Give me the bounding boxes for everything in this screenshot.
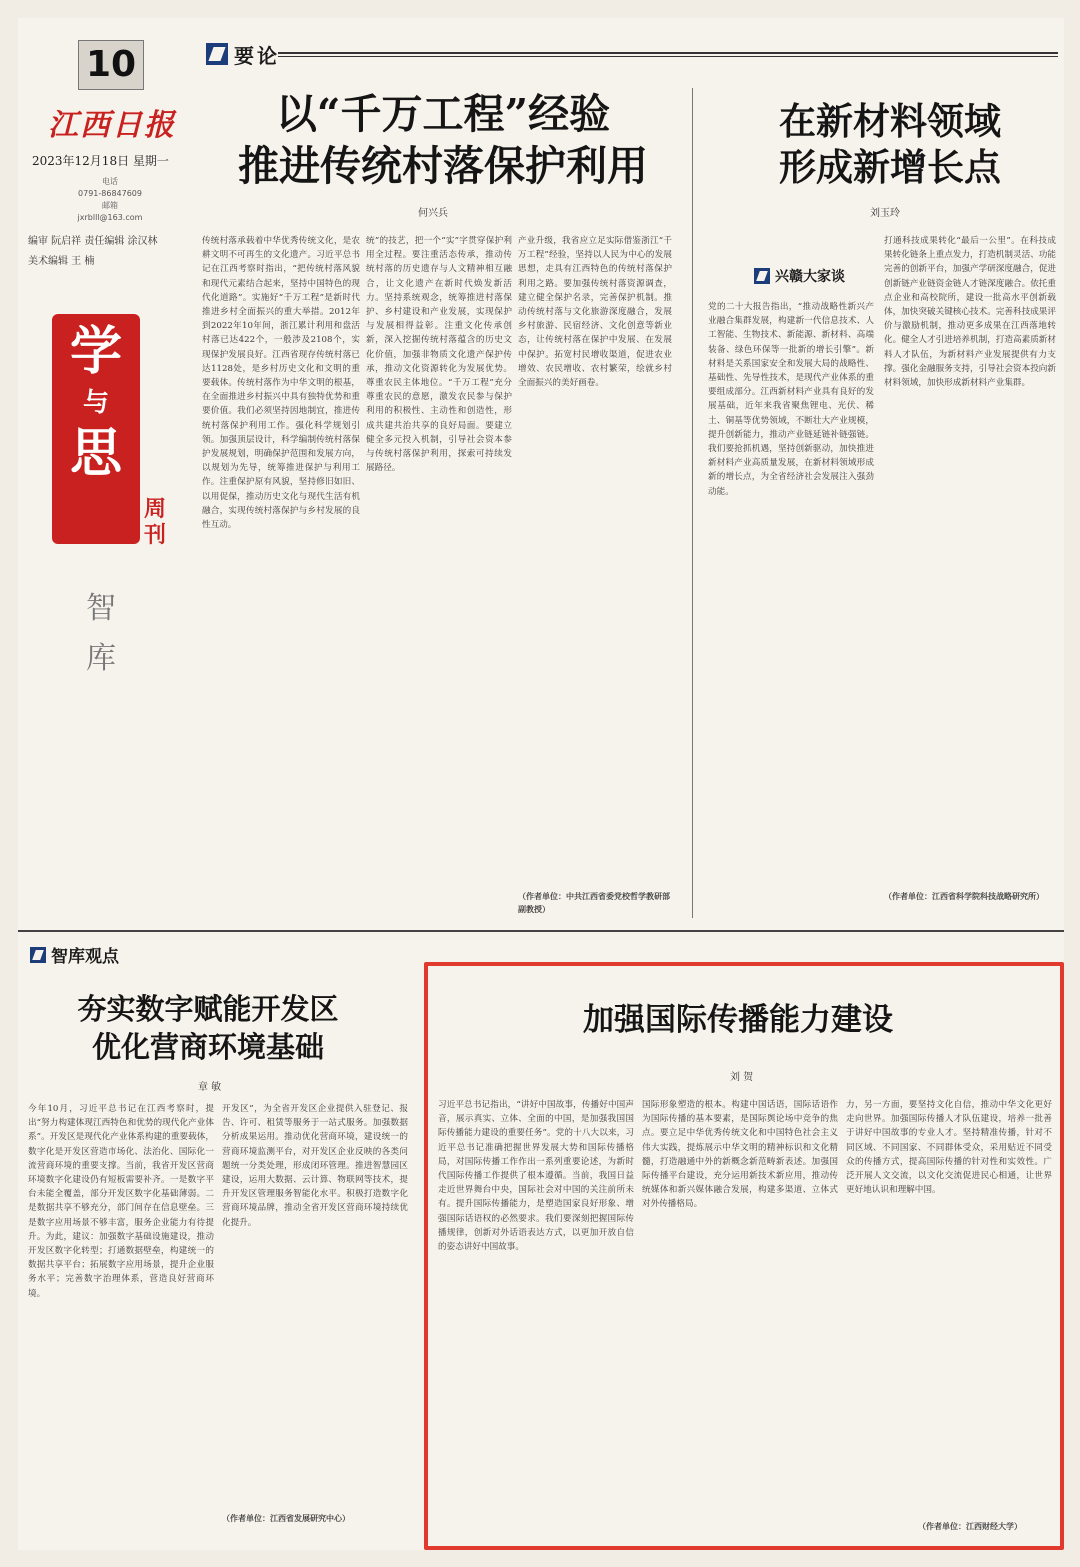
think-tank-label: 智库 bbox=[86, 591, 116, 676]
section-tag bbox=[206, 40, 280, 68]
paper-logo: 江西日报 bbox=[48, 108, 176, 143]
editors-credits: 编审 阮启祥 责任编辑 涂汉林 美术编辑 王 楠 bbox=[28, 236, 158, 267]
article3-headline: 夯实数字赋能开发区 优化营商环境基础 bbox=[77, 992, 339, 1064]
article4-col2: 国际形象塑造的根本。构建中国话语，国际话语作为国际传播的基本要素，是国际舆论场中竞争的焦点。要立足中华优秀传统文化和中国特色社会主义伟大实践，提炼展示中华文明的精神标识和文化精髓，打造融通中外的新概念新范畴新表述。加强国际传播平台建设，充分运用新技术新应用，推动传统媒体和新兴媒体融合发展，构建多渠道、立体式对外传播格局。 bbox=[642, 1100, 838, 1210]
article3-author: 章 敏 bbox=[198, 1082, 222, 1093]
page-number: 10 bbox=[78, 40, 144, 90]
article2-col1: 党的二十大报告指出，“推动战略性新兴产业融合集群发展，构建新一代信息技术、人工智能、生物技术、新能源、新材料、高端装备、绿色环保等一批新的增长引擎”。新材料是关系国家安全和发展大局的战略性、基础性、先导性技术，是现代产业体系的重要组成部分。江西新材料产业具有良好的发展基础，近年来我省聚焦锂电、光伏、稀土、铜基等优势领域，不断壮大产业规模，提升创新能力，推动产业链延链补链强链。我们要抢抓机遇，坚持创新驱动，加快推进新材料产业高质量发展，在新材料领域形成新的增长点，为全省经济社会发展注入强劲动能。 bbox=[708, 302, 874, 497]
article4-credit: （作者单位：江西财经大学） bbox=[918, 1521, 1022, 1531]
subsection-logo-icon bbox=[754, 268, 770, 284]
top-rule-thin bbox=[278, 56, 1058, 57]
contact-info: 电话 0791-86847609 邮箱 jxrblll@163.com bbox=[77, 177, 143, 222]
article1-credit: （作者单位：中共江西省委党校哲学教研部副教授） bbox=[518, 891, 670, 914]
section-name: 要论 bbox=[234, 43, 280, 68]
article1-col1: 传统村落承载着中华优秀传统文化，是农耕文明不可再生的文化遗产。习近平总书记在江西考察时指出，“把传统村落风貌和现代元素结合起来，坚持中国特色的现代化道路”。实施好“千万工程”是新时代推进乡村全面振兴的重大举措。2012年到2022年10年间，浙江累计利用和盘活村落已达422个，一般涉及2108个，实现保护发展良好。江西省现存传统村落已达1128处，是乡村历史文化和文明的重要载体。传统村落作为中华文明的根基，在全面推进乡村振兴中具有独特优势和重要价值。我们必须坚持因地制宜，推进传统村落保护利用工作。强化科学规划引领。加强顶层设计，科学编制传统村落保护发展规划，明确保护范围和发展方向，以规划为先导，统筹推进保护与利用工作。注重保护原有风貌，坚持修旧如旧、以用促保，推动历史文化与现代生活有机融合，实现传统村落保护与乡村发展的良性互动。 bbox=[202, 236, 360, 531]
article1-author: 何兴兵 bbox=[418, 208, 448, 219]
article2-credit: （作者单位：江西省科学院科技战略研究所） bbox=[884, 891, 1044, 901]
article1-col3: 产业升级，我省应立足实际借鉴浙江“千万工程”经验，坚持以人民为中心的发展思想，走具有江西特色的传统村落保护利用之路。要加强传统村落资源调查，建立健全保护名录，完善保护机制。推动传统村落与文化旅游深度融合，发展乡村旅游、民宿经济、文化创意等新业态，让传统村落在保护中发展、在发展中保护。拓宽村民增收渠道，促进农业增效、农民增收、农村繁荣，绘就乡村全面振兴的美好画卷。 bbox=[518, 236, 672, 389]
issue-date: 2023年12月18日 星期一 bbox=[32, 154, 169, 168]
article1-col2: 统”的技艺，把一个“实”字贯穿保护利用全过程。要注重活态传承，推动传统村落的历史遗存与人文精神相互融合，让文化遗产在新时代焕发新活力。坚持系统观念，统筹推进村落保护、乡村建设和产业发展，实现保护与发展相得益彰。注重文化传承创新，深入挖掘传统村落蕴含的历史文化价值，加强非物质文化遗产保护传承，推动文化资源转化为发展优势。尊重农民主体地位。“千万工程”充分尊重农民的意愿，激发农民参与保护利用的积极性、主动性和创造性，形成共建共治共享的良好局面。要建立健全多元投入机制，引导社会资本参与传统村落保护利用，探索可持续发展路径。 bbox=[366, 236, 512, 474]
top-rule bbox=[278, 52, 1058, 54]
article4-author: 刘 贺 bbox=[730, 1072, 754, 1083]
article2-headline: 在新材料领域 形成新增长点 bbox=[779, 99, 1001, 189]
article3-credit: （作者单位：江西省发展研究中心） bbox=[222, 1513, 350, 1523]
newspaper-page bbox=[18, 18, 1064, 1550]
section-logo-icon bbox=[206, 43, 228, 65]
section-divider bbox=[18, 930, 1064, 932]
article4-col1: 习近平总书记指出，“讲好中国故事，传播好中国声音，展示真实、立体、全面的中国，是加强我国国际传播能力建设的重要任务”。党的十八大以来，习近平总书记准确把握世界发展大势和国际传播格局，对国际传播工作作出一系列重要论述，为新时代国际传播工作提供了根本遵循。当前，我国日益走近世界舞台中央，国际社会对中国的关注前所未有。提升国际传播能力，是塑造国家良好形象、增强国际话语权的必然要求。我们要深刻把握国际传播规律，创新对外话语表达方式，以更加开放自信的姿态讲好中国故事。 bbox=[438, 1100, 634, 1253]
highlight-frame bbox=[424, 962, 1064, 1550]
article3-tag: 智库观点 bbox=[30, 942, 119, 967]
column-divider bbox=[692, 88, 693, 918]
article1-headline: 以“千万工程”经验 推进传统村落保护利用 bbox=[238, 90, 648, 190]
article2-subsection: 兴赣大家谈 bbox=[754, 266, 845, 286]
weekly-suffix: 周刊 bbox=[144, 496, 167, 548]
article3-col2: 开发区”，为全省开发区企业提供入驻登记、报告、许可、租赁等服务于一站式服务。加强数据分析成果运用。推动优化营商环境，建设统一的营商环境监测平台，对开发区企业反映的各类问题统一分类处理，形成闭环管理。推进智慧园区建设，运用大数据、云计算、物联网等技术，提升开发区管理服务智能化水平。积极打造数字化营商环境品牌，推动全省开发区营商环境持续优化提升。 bbox=[222, 1104, 408, 1228]
article3-col1: 今年10月，习近平总书记在江西考察时，提出“努力构建体现江西特色和优势的现代化产业体系”。开发区是现代化产业体系构建的重要载体，数字化是开发区营造市场化、法治化、国际化一流营商环境的重要支撑。当前，我省开发区营商环境数字化建设仍有短板需要补齐。一是数字平台未能全覆盖，部分开发区数字化基础薄弱。二是数据共享不够充分，部门间存在信息壁垒。三是数字应用场景不够丰富，服务企业能力有待提升。为此，建议：加强数字基础设施建设，推动开发区数字化转型；打通数据壁垒，构建统一的数据共享平台；拓展数字应用场景，提升企业服务水平；完善数字治理体系，营造良好营商环境。 bbox=[28, 1104, 214, 1299]
article2-col2: 打通科技成果转化“最后一公里”。在科技成果转化链条上重点发力，打造机制灵活、功能完善的创新平台，加强产学研深度融合，促进创新链产业链资金链人才链深度融合。依托重点企业和高校院所，建设一批高水平创新载体，加快突破关键核心技术。完善科技成果评价与激励机制，推动更多成果在江西落地转化。健全人才引进培养机制，打造高素质新材料人才队伍，为新材料产业发展提供有力支撑。强化金融服务支持，引导社会资本投向新材料领域，加快形成新材料产业集群。 bbox=[884, 236, 1056, 389]
weekly-banner: 学 与 思 bbox=[52, 314, 140, 544]
article2-author: 刘玉玲 bbox=[870, 208, 900, 219]
article4-col3: 力，另一方面，要坚持文化自信，推动中华文化更好走向世界。加强国际传播人才队伍建设，培养一批善于讲好中国故事的专业人才。坚持精准传播，针对不同区域、不同国家、不同群体受众，采用贴近不同受众的传播方式，提高国际传播的针对性和实效性。广泛开展人文交流，以文化交流促进民心相通，让世界更好地认识和理解中国。 bbox=[846, 1100, 1052, 1196]
article4-headline: 加强国际传播能力建设 bbox=[583, 1002, 893, 1038]
think-tank-logo-icon bbox=[30, 947, 46, 963]
